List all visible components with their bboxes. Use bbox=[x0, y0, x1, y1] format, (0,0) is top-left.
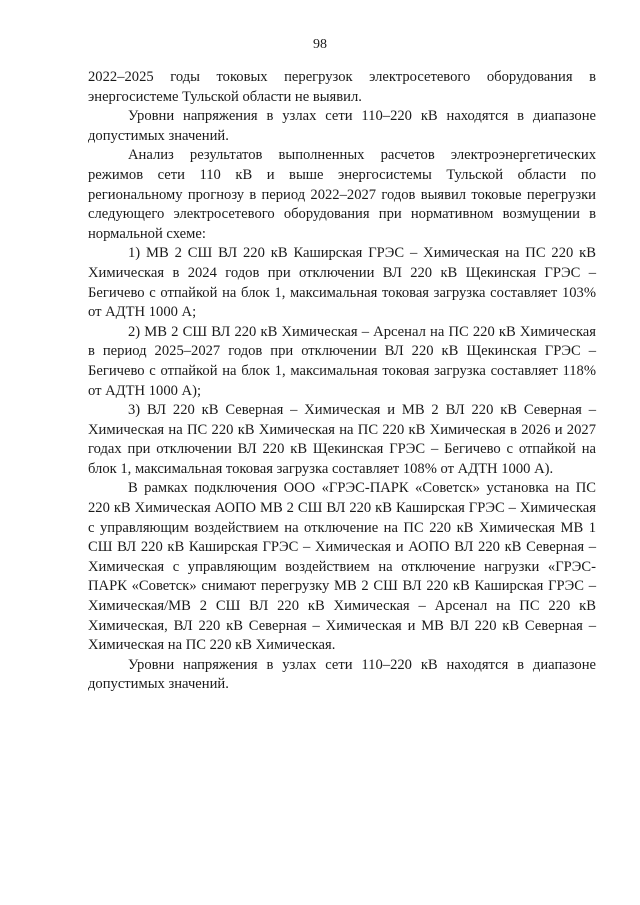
document-body bbox=[88, 68, 596, 695]
paragraph-1: 2022–2025 годы токовых перегрузок электросетевого оборудования в энергосистеме Тульской области не выявил. bbox=[88, 69, 596, 105]
list-item-3: 3) ВЛ 220 кВ Северная – Химическая и МВ 2 ВЛ 220 кВ Северная – Химическая на ПС 220 кВ Химическая на ПС 220 кВ Химическая в 2026 и 2027 годах при отключении ВЛ 220 кВ Щекинская ГРЭС – Бегичево с отпайкой на блок 1, максимальная токовая загрузка составляет 108% от АДТН 1000 А). bbox=[88, 402, 596, 477]
paragraph-8: Уровни напряжения в узлах сети 110–220 кВ находятся в диапазоне допустимых значений. bbox=[88, 656, 596, 693]
paragraph-3: Анализ результатов выполненных расчетов электроэнергетических режимов сети 110 кВ и выше энергосистемы Тульской области по региональному прогнозу в период 2022–2027 годов выявил токовые перегрузки следующего электросетевого оборудования при нормативном возмущении в нормальной схеме: bbox=[88, 147, 596, 242]
list-item-1: 1) МВ 2 СШ ВЛ 220 кВ Каширская ГРЭС – Химическая на ПС 220 кВ Химическая в 2024 годов при отключении ВЛ 220 кВ Щекинская ГРЭС – Бегичево с отпайкой на блок 1, максимальная токовая загрузка составляет 103% от АДТН 1000 А; bbox=[88, 245, 596, 321]
page-number: 98 bbox=[313, 37, 327, 52]
paragraph-7: В рамках подключения ООО «ГРЭС-ПАРК «Советск» установка на ПС 220 кВ Химическая АОПО МВ 2 СШ ВЛ 220 кВ Каширская ГРЭС – Химическая с управляющим воздействием на отключение на ПС 220 кВ Химическая МВ 1 СШ ВЛ 220 кВ Каширская ГРЭС – Химическая и АОПО ВЛ 220 кВ Северная – Химическая с управляющим воздействием на отключение нагрузки «ГРЭС-ПАРК «Советск» снимают перегрузку МВ 2 СШ ВЛ 220 кВ Каширская ГРЭС – Химическая/МВ 2 СШ ВЛ 220 кВ Химическая – Арсенал на ПС 220 кВ Химическая, ВЛ 220 кВ Северная – Химическая и МВ ВЛ 220 кВ Северная – Химическая на ПС 220 кВ Химическая. bbox=[88, 480, 596, 654]
paragraph-2: Уровни напряжения в узлах сети 110–220 кВ находятся в диапазоне допустимых значений. bbox=[88, 108, 596, 144]
list-item-2: 2) МВ 2 СШ ВЛ 220 кВ Химическая – Арсенал на ПС 220 кВ Химическая в период 2025–2027 годов при отключении ВЛ 220 кВ Щекинская ГРЭС – Бегичево с отпайкой на блок 1, максимальная токовая загрузка составляет 118% от АДТН 1000 А); bbox=[88, 323, 596, 399]
